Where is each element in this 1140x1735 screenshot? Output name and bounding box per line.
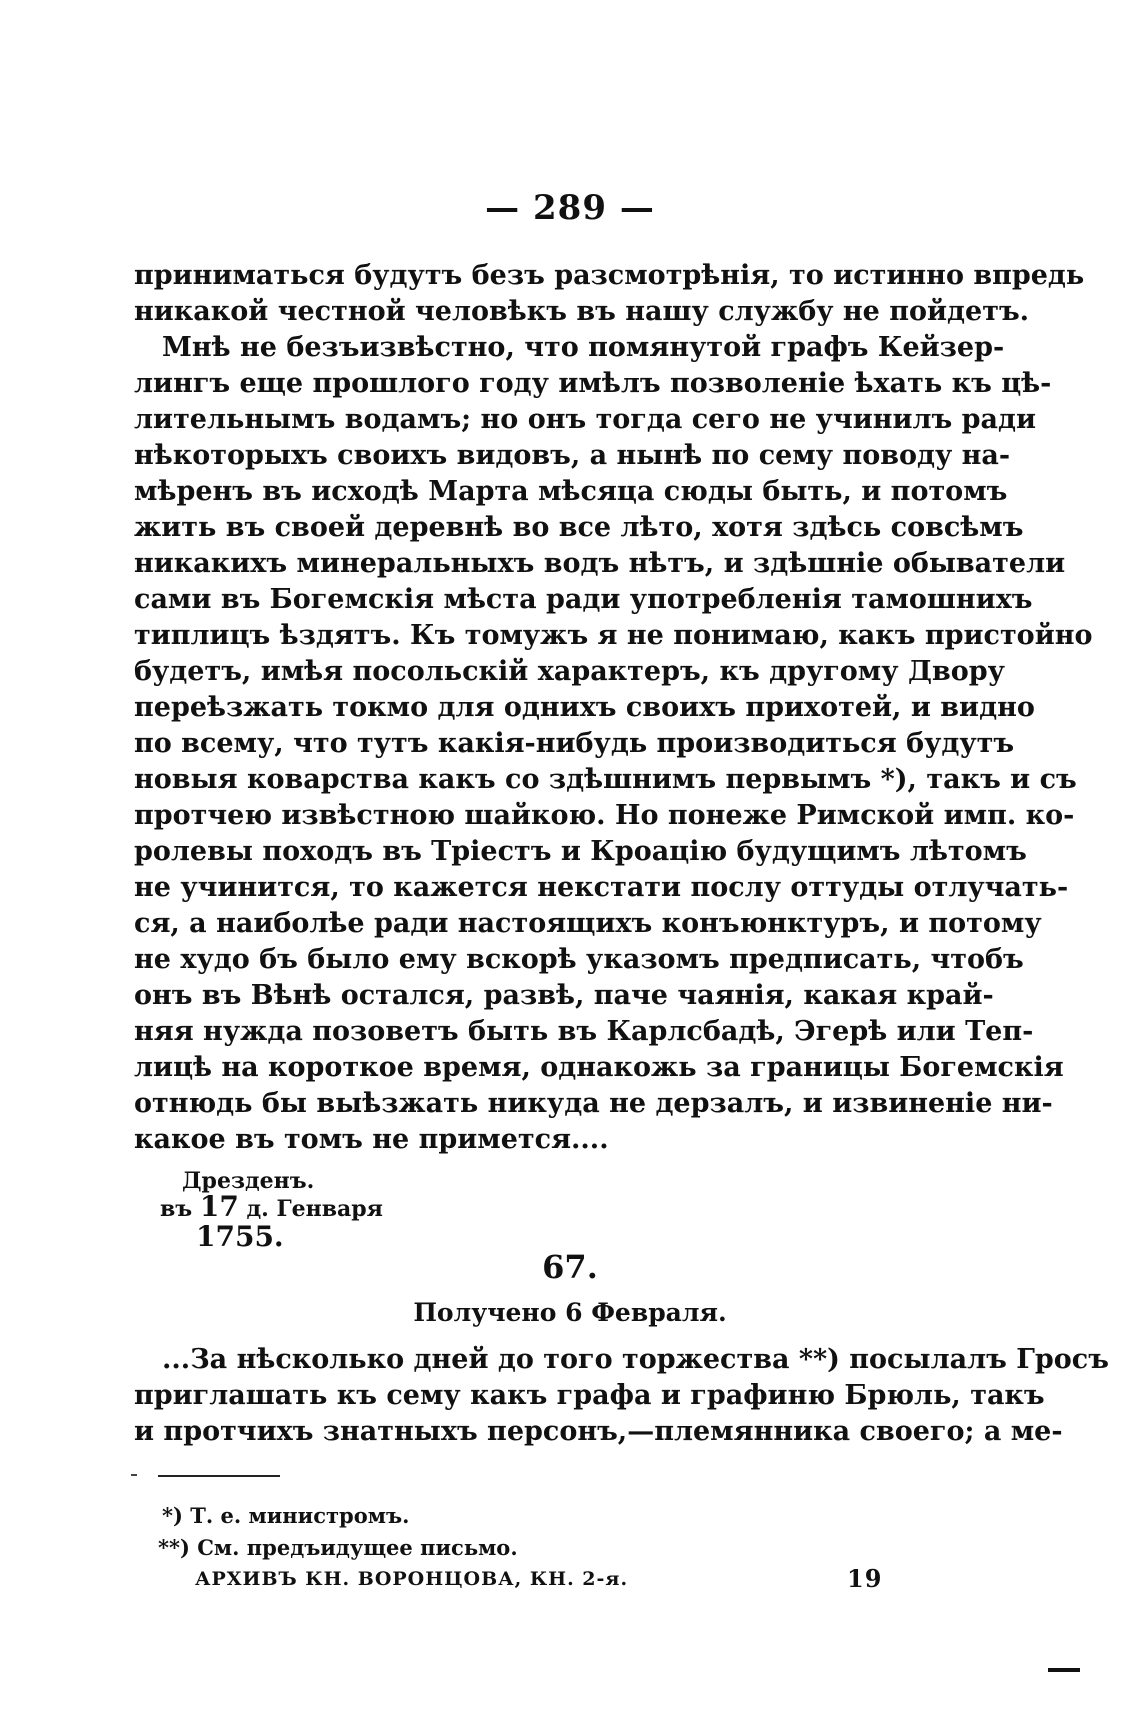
signature-place: Дрезденъ.	[182, 1168, 315, 1194]
text-line: не учинится, то кажется некстати послу оттуды отлучать-	[134, 872, 1069, 903]
date-suffix: д. Генваря	[246, 1196, 383, 1222]
footnote-rule	[158, 1475, 280, 1477]
paragraph-main	[134, 258, 1093, 1158]
text-line: никакой честной человѣкъ въ нашу службу не пойдетъ.	[134, 296, 1030, 327]
footnotes	[158, 1500, 518, 1564]
signature-mark: 19	[847, 1564, 883, 1593]
text-line: приниматься будутъ безъ разсмотрѣнія, то истинно впредь	[134, 260, 1085, 291]
text-line: будетъ, имѣя посольскій характеръ, къ другому Двору	[134, 656, 1005, 687]
text-line: протчею извѣстною шайкою. Но понеже Римской имп. ко-	[134, 800, 1075, 831]
signature-year: 1755.	[196, 1220, 284, 1253]
text-line: лингъ еще прошлого году имѣлъ позволеніе ѣхать къ цѣ-	[134, 368, 1052, 399]
text-line: отнюдь бы выѣзжать никуда не дерзалъ, и извиненіе ни-	[134, 1088, 1053, 1119]
date-day: 17	[199, 1190, 239, 1223]
text-line: лительнымъ водамъ; но онъ тогда сего не учинилъ ради	[134, 404, 1037, 435]
margin-dash	[1048, 1668, 1080, 1672]
signature-date	[160, 1190, 383, 1223]
text-line: лицѣ на короткое время, однакожь за границы Богемскія	[134, 1052, 1064, 1083]
text-line: ...За нѣсколько дней до того торжества **) посылалъ Гросъ	[162, 1344, 1109, 1375]
text-line: не худо бъ было ему вскорѣ указомъ предписать, чтобъ	[134, 944, 1024, 975]
text-line: ся, а наиболѣе ради настоящихъ конъюнктуръ, и потому	[134, 908, 1042, 939]
date-prefix: въ	[160, 1196, 193, 1222]
paragraph-second	[134, 1342, 1109, 1450]
text-line: мѣренъ въ исходѣ Марта мѣсяца сюды быть, и потомъ	[134, 476, 1008, 507]
document-number: 67.	[542, 1248, 598, 1286]
text-line: никакихъ минеральныхъ водъ нѣтъ, и здѣшніе обыватели	[134, 548, 1066, 579]
text-line: по всему, что тутъ какія-нибудь производиться будутъ	[134, 728, 1015, 759]
text-line: сами въ Богемскія мѣста ради употребленія тамошнихъ	[134, 584, 1033, 615]
footer-source: АРХИВЪ КН. ВОРОНЦОВА, КН. 2-я.	[195, 1568, 629, 1590]
text-line: Мнѣ не безъизвѣстно, что помянутой графъ Кейзер-	[162, 332, 1005, 363]
text-line: нѣкоторыхъ своихъ видовъ, а нынѣ по сему поводу на-	[134, 440, 1011, 471]
text-line: приглашать къ сему какъ графа и графиню Брюль, такъ	[134, 1380, 1045, 1411]
page-footer	[195, 1564, 883, 1593]
text-line: новыя коварства какъ со здѣшнимъ первымъ *), такъ и съ	[134, 764, 1077, 795]
text-line: няя нужда позоветъ быть въ Карлсбадѣ, Эгерѣ или Теп-	[134, 1016, 1034, 1047]
text-line: какое въ томъ не примется....	[134, 1124, 609, 1155]
footnote: *) Т. е. министромъ.	[162, 1503, 410, 1528]
text-line: и протчихъ знатныхъ персонъ,—племянника своего; а ме-	[134, 1416, 1063, 1447]
footnote-rule-mark	[131, 1474, 137, 1476]
text-line: типлицъ ѣздятъ. Къ томужъ я не понимаю, какъ пристойно	[134, 620, 1093, 651]
received-note: Получено 6 Февраля.	[413, 1298, 727, 1327]
footnote: **) См. предъидущее письмо.	[158, 1535, 518, 1560]
text-line: жить въ своей деревнѣ во все лѣто, хотя здѣсь совсѣмъ	[134, 512, 1024, 543]
page-number: — 289 —	[485, 188, 655, 228]
text-line: переѣзжать токмо для однихъ своихъ прихотей, и видно	[134, 692, 1035, 723]
text-line: ролевы походъ въ Тріестъ и Кроацію будущимъ лѣтомъ	[134, 836, 1027, 867]
text-line: онъ въ Вѣнѣ остался, развѣ, паче чаянія, какая край-	[134, 980, 994, 1011]
letter-signature	[160, 1168, 383, 1252]
